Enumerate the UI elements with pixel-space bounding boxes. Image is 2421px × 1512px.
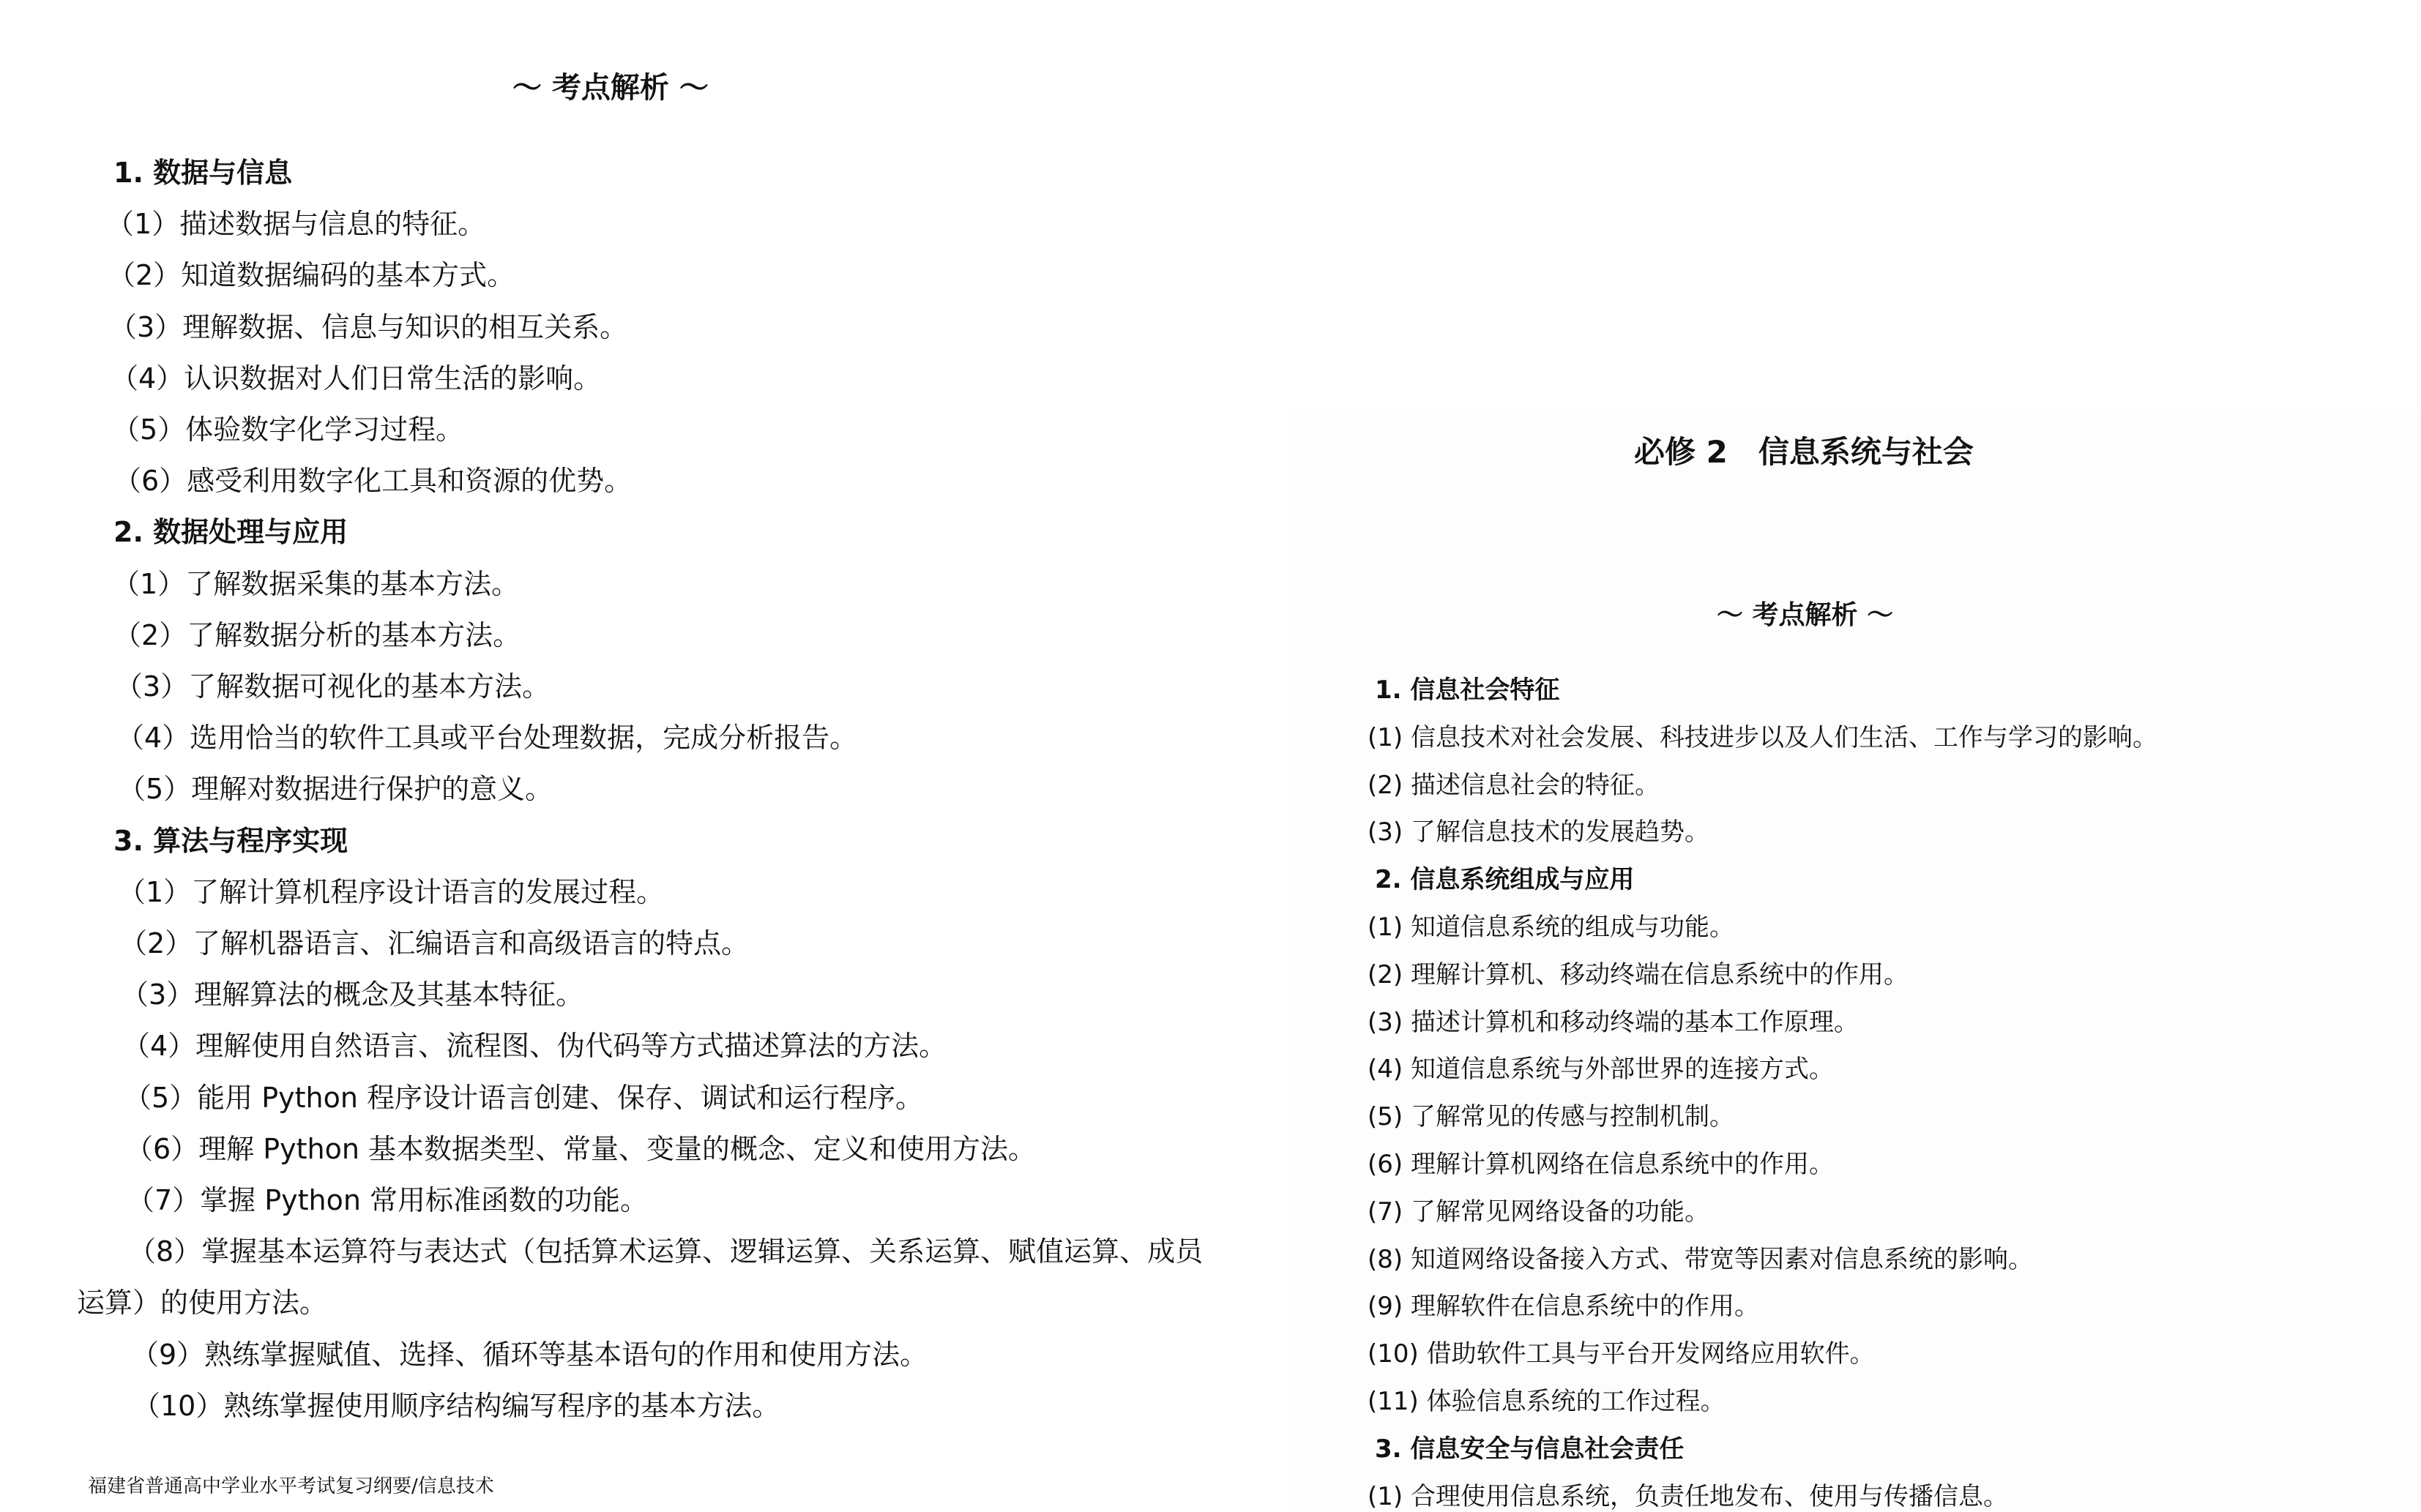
- page-footer: 福建省普通高中学业水平考试复习纲要/信息技术: [88, 1475, 494, 1497]
- list-item: （3）理解数据、信息与知识的相互关系。: [109, 310, 628, 343]
- list-item: （6）感受利用数字化工具和资源的优势。: [113, 465, 633, 498]
- group-heading: 2. 数据处理与应用: [113, 516, 348, 549]
- list-item: 运算）的使用方法。: [77, 1287, 328, 1320]
- list-item: （2）了解数据分析的基本方法。: [113, 618, 521, 651]
- list-item: （8）掌握基本运算符与表达式（包括算术运算、逻辑运算、关系运算、赋值运算、成员: [128, 1235, 1204, 1268]
- group-heading: 2. 信息系统组成与应用: [1375, 865, 1635, 895]
- list-item: （5）体验数字化学习过程。: [112, 413, 464, 446]
- list-item: （3）理解算法的概念及其基本特征。: [121, 978, 584, 1011]
- group-heading: 1. 数据与信息: [113, 157, 293, 189]
- list-item: （9）熟练掌握赋值、选择、循环等基本语句的作用和使用方法。: [131, 1338, 928, 1371]
- list-item: (8) 知道网络设备接入方式、带宽等因素对信息系统的影响。: [1368, 1244, 2033, 1274]
- list-item: （3）了解数据可视化的基本方法。: [115, 670, 551, 703]
- list-item: （1）了解数据采集的基本方法。: [112, 567, 520, 600]
- list-item: (5) 了解常见的传感与控制机制。: [1368, 1102, 1734, 1132]
- list-item: （4）选用恰当的软件工具或平台处理数据，完成分析报告。: [116, 722, 858, 755]
- list-item: (2) 描述信息社会的特征。: [1368, 770, 1660, 800]
- chapter-title: 必修 2 信息系统与社会: [1634, 434, 1974, 470]
- list-item: （5）能用 Python 程序设计语言创建、保存、调试和运行程序。: [124, 1081, 924, 1114]
- list-item: （1）描述数据与信息的特征。: [106, 208, 486, 241]
- list-item: （4）认识数据对人们日常生活的影响。: [111, 362, 602, 394]
- list-item: (9) 理解软件在信息系统中的作用。: [1368, 1292, 1759, 1322]
- list-item: (4) 知道信息系统与外部世界的连接方式。: [1368, 1055, 1834, 1085]
- list-item: (2) 理解计算机、移动终端在信息系统中的作用。: [1368, 959, 1909, 989]
- list-item: (1) 信息技术对社会发展、科技进步以及人们生活、工作与学习的影响。: [1368, 722, 2157, 752]
- list-item: （10）熟练掌握使用顺序结构编写程序的基本方法。: [133, 1389, 780, 1422]
- list-item: （2）了解机器语言、汇编语言和高级语言的特点。: [119, 927, 750, 959]
- list-item: （1）了解计算机程序设计语言的发展过程。: [118, 875, 665, 908]
- list-item: (11) 体验信息系统的工作过程。: [1368, 1387, 1726, 1416]
- list-item: (6) 理解计算机网络在信息系统中的作用。: [1368, 1150, 1834, 1179]
- group-heading: 3. 信息安全与信息社会责任: [1375, 1434, 1685, 1464]
- list-item: （5）理解对数据进行保护的意义。: [118, 773, 553, 806]
- list-item: (3) 了解信息技术的发展趋势。: [1368, 817, 1709, 847]
- group-heading: 3. 算法与程序实现: [113, 824, 348, 857]
- list-item: (1) 合理使用信息系统，负责任地发布、使用与传播信息。: [1368, 1481, 2008, 1511]
- list-item: （2）知道数据编码的基本方式。: [108, 259, 515, 292]
- right-section-title: 〜 考点解析 〜: [1717, 600, 1894, 630]
- list-item: （7）掌握 Python 常用标准函数的功能。: [127, 1184, 649, 1216]
- list-item: (7) 了解常见网络设备的功能。: [1368, 1197, 1709, 1227]
- list-item: (1) 知道信息系统的组成与功能。: [1368, 913, 1734, 942]
- list-item: (3) 描述计算机和移动终端的基本工作原理。: [1368, 1007, 1859, 1037]
- list-item: (10) 借助软件工具与平台开发网络应用软件。: [1368, 1339, 1875, 1369]
- list-item: （4）理解使用自然语言、流程图、伪代码等方式描述算法的方法。: [122, 1030, 947, 1063]
- right-section-title-text: 考点解析: [1752, 600, 1858, 630]
- section-title: 〜 考点解析 〜: [512, 71, 709, 105]
- group-heading: 1. 信息社会特征: [1375, 675, 1560, 705]
- list-item: （6）理解 Python 基本数据类型、常量、变量的概念、定义和使用方法。: [125, 1132, 1037, 1165]
- section-title-text: 考点解析: [551, 71, 669, 105]
